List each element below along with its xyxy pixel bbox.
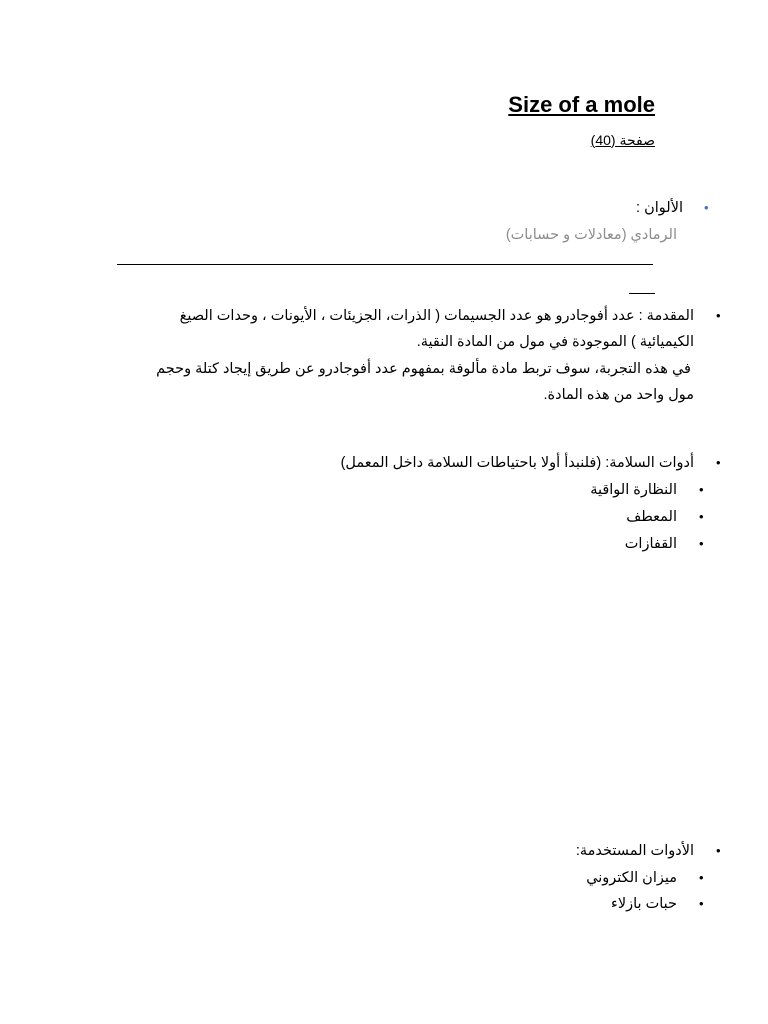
tools-item-bullet: • (699, 896, 704, 911)
safety-item-bullet: • (699, 536, 704, 551)
safety-item-goggles: النظارة الواقية (590, 482, 677, 498)
separator-line-continuation (629, 293, 655, 294)
tools-heading: الأدوات المستخدمة: (575, 843, 694, 859)
intro-line-4: مول واحد من هذه المادة. (543, 387, 694, 403)
intro-bullet: • (716, 308, 721, 323)
safety-item-gloves: القفازات (624, 536, 677, 552)
colors-bullet: • (704, 200, 709, 215)
safety-heading: أدوات السلامة: (فلنبدأ أولا باحتياطات السلامة داخل المعمل) (340, 455, 694, 471)
page-title: Size of a mole (508, 92, 655, 117)
tools-bullet: • (716, 843, 721, 858)
separator-line (117, 264, 653, 265)
safety-bullet: • (716, 455, 721, 470)
page-reference: صفحة (40) (590, 132, 655, 148)
safety-item-coat: المعطف (626, 509, 677, 525)
colors-label: الألوان : (636, 200, 683, 216)
tools-item-bullet: • (699, 870, 704, 885)
safety-item-bullet: • (699, 509, 704, 524)
tools-item-scale: ميزان الكتروني (586, 870, 677, 886)
intro-line-3: في هذه التجربة، سوف تربط مادة مألوفة بمفهوم عدد أفوجادرو عن طريق إيجاد كتلة وحجم (156, 361, 691, 377)
tools-item-peas: حبات بازلاء (611, 896, 677, 912)
intro-line-2: الكيميائية ) الموجودة في مول من المادة النقية. (416, 334, 694, 350)
safety-item-bullet: • (699, 482, 704, 497)
intro-line-1: المقدمة : عدد أفوجادرو هو عدد الجسيمات ( الذرات، الجزيئات ، الأيونات ، وحدات الصيغ (179, 308, 694, 324)
colors-value: الرمادي (معادلات و حسابات) (505, 227, 677, 243)
